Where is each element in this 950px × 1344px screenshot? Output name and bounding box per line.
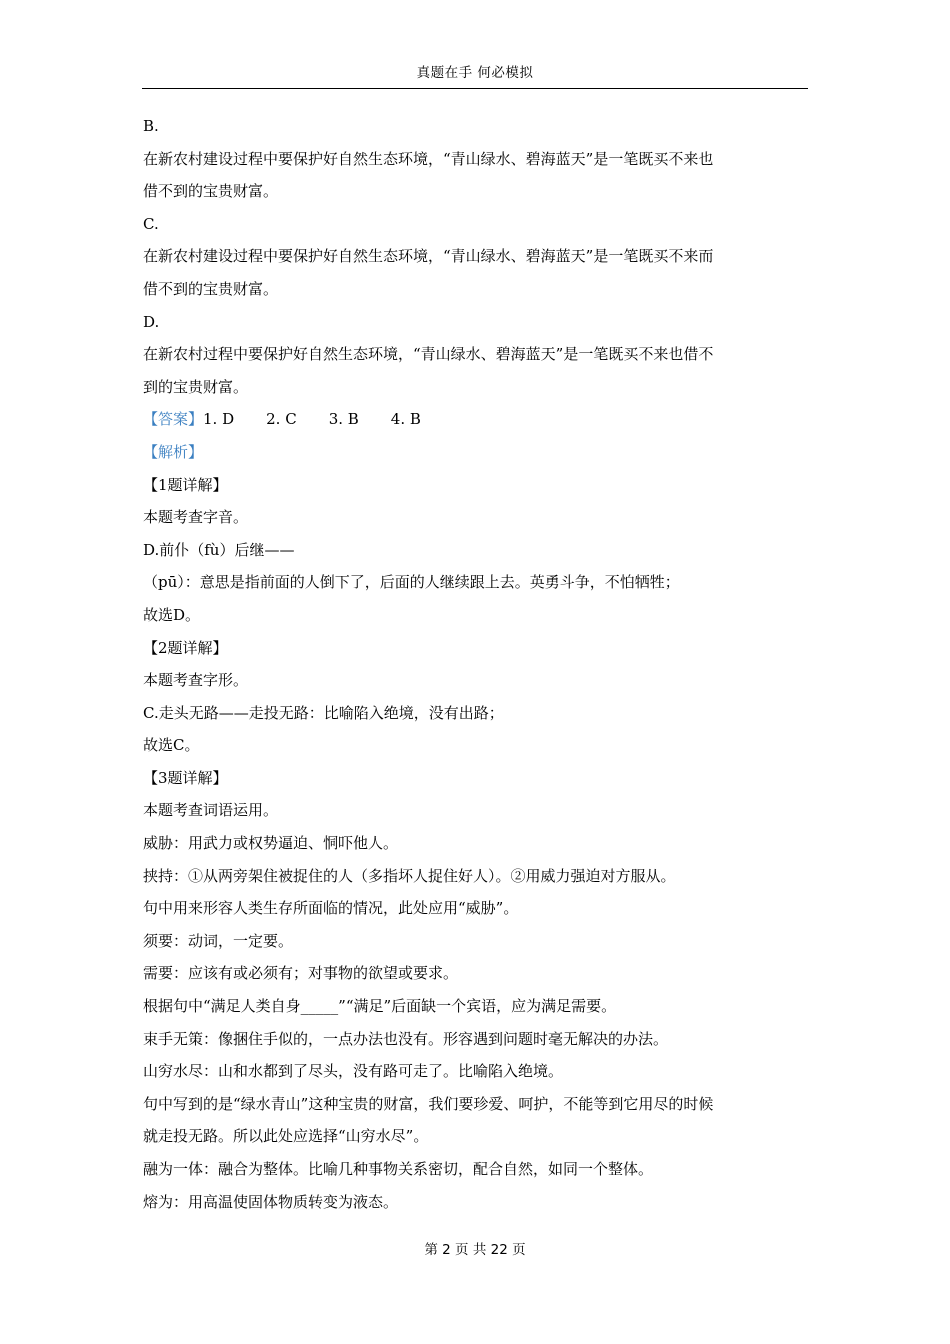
header-title: 真题在手 何必模拟 <box>416 65 534 81</box>
q1-detail-title: 【1题详解】 <box>143 475 228 494</box>
q3-line: 就走投无路。所以此处应选择“山穷水尽”。 <box>143 1127 429 1146</box>
answer-line <box>143 403 807 436</box>
page-content <box>143 110 807 1218</box>
q3-line: 根据句中“满足人类自身_____”“满足”后面缺一个宾语，应为满足需要。 <box>143 997 617 1016</box>
option-c-label: C. <box>143 214 159 233</box>
q2-detail-title: 【2题详解】 <box>143 638 228 657</box>
q2-line: C.走头无路——走投无路：比喻陷入绝境，没有出路； <box>143 703 504 722</box>
q3-line: 本题考查词语运用。 <box>143 801 279 820</box>
q3-line: 句中用来形容人类生存所面临的情况，此处应用“威胁”。 <box>143 899 519 918</box>
page-header <box>142 58 808 89</box>
q1-line: D.前仆（fù）后继—— <box>143 540 295 559</box>
answer-item-3: 3. B <box>328 410 359 429</box>
q2-line: 故选C。 <box>143 736 200 755</box>
option-d-label: D. <box>143 312 160 331</box>
q3-line: 束手无策：像捆住手似的，一点办法也没有。形容遇到问题时毫无解决的办法。 <box>143 1029 669 1048</box>
answer-label: 【答案】 <box>143 410 204 429</box>
option-d-text-line2: 到的宝贵财富。 <box>143 377 249 396</box>
option-b-label: B. <box>143 117 159 135</box>
page-footer <box>0 1238 950 1258</box>
answer-item-4: 4. B <box>390 410 421 429</box>
q1-line: 故选D。 <box>143 605 201 624</box>
q1-line: （pū）：意思是指前面的人倒下了，后面的人继续跟上去。英勇斗争，不怕牺牲； <box>143 573 680 592</box>
q1-line: 本题考查字音。 <box>143 508 249 527</box>
q3-detail-title: 【3题详解】 <box>143 768 228 787</box>
q3-line: 熔为：用高温使固体物质转变为液态。 <box>143 1192 399 1211</box>
option-c-text-line2: 借不到的宝贵财富。 <box>143 279 279 298</box>
answer-item-1: 1. D <box>203 410 235 429</box>
q3-line: 须要：动词，一定要。 <box>143 931 294 950</box>
option-b-text-line1: 在新农村建设过程中要保护好自然生态环境，“青山绿水、碧海蓝天”是一笔既买不来也 <box>143 149 714 168</box>
page-number: 第 2 页 共 22 页 <box>424 1242 526 1258</box>
answer-item-2: 2. C <box>266 410 297 429</box>
option-b-text-line2: 借不到的宝贵财富。 <box>143 182 279 201</box>
q3-line: 山穷水尽：山和水都到了尽头，没有路可走了。比喻陷入绝境。 <box>143 1062 564 1081</box>
q3-line: 句中写到的是“绿水青山”这种宝贵的财富，我们要珍爱、呵护，不能等到它用尽的时候 <box>143 1094 714 1113</box>
q2-line: 本题考查字形。 <box>143 671 249 690</box>
q3-line: 威胁：用武力或权势逼迫、恫吓他人。 <box>143 834 399 853</box>
option-d-text-line1: 在新农村过程中要保护好自然生态环境，“青山绿水、碧海蓝天”是一笔既买不来也借不 <box>143 345 714 364</box>
analysis-label: 【解析】 <box>143 442 204 461</box>
q3-line: 需要：应该有或必须有；对事物的欲望或要求。 <box>143 964 459 983</box>
q3-line: 融为一体：融合为整体。比喻几种事物关系密切，配合自然，如同一个整体。 <box>143 1160 654 1178</box>
option-c-text-line1: 在新农村建设过程中要保护好自然生态环境，“青山绿水、碧海蓝天”是一笔既买不来而 <box>143 247 714 266</box>
q3-line: 挟持：①从两旁架住被捉住的人（多指坏人捉住好人）。②用威力强迫对方服从。 <box>143 866 676 885</box>
